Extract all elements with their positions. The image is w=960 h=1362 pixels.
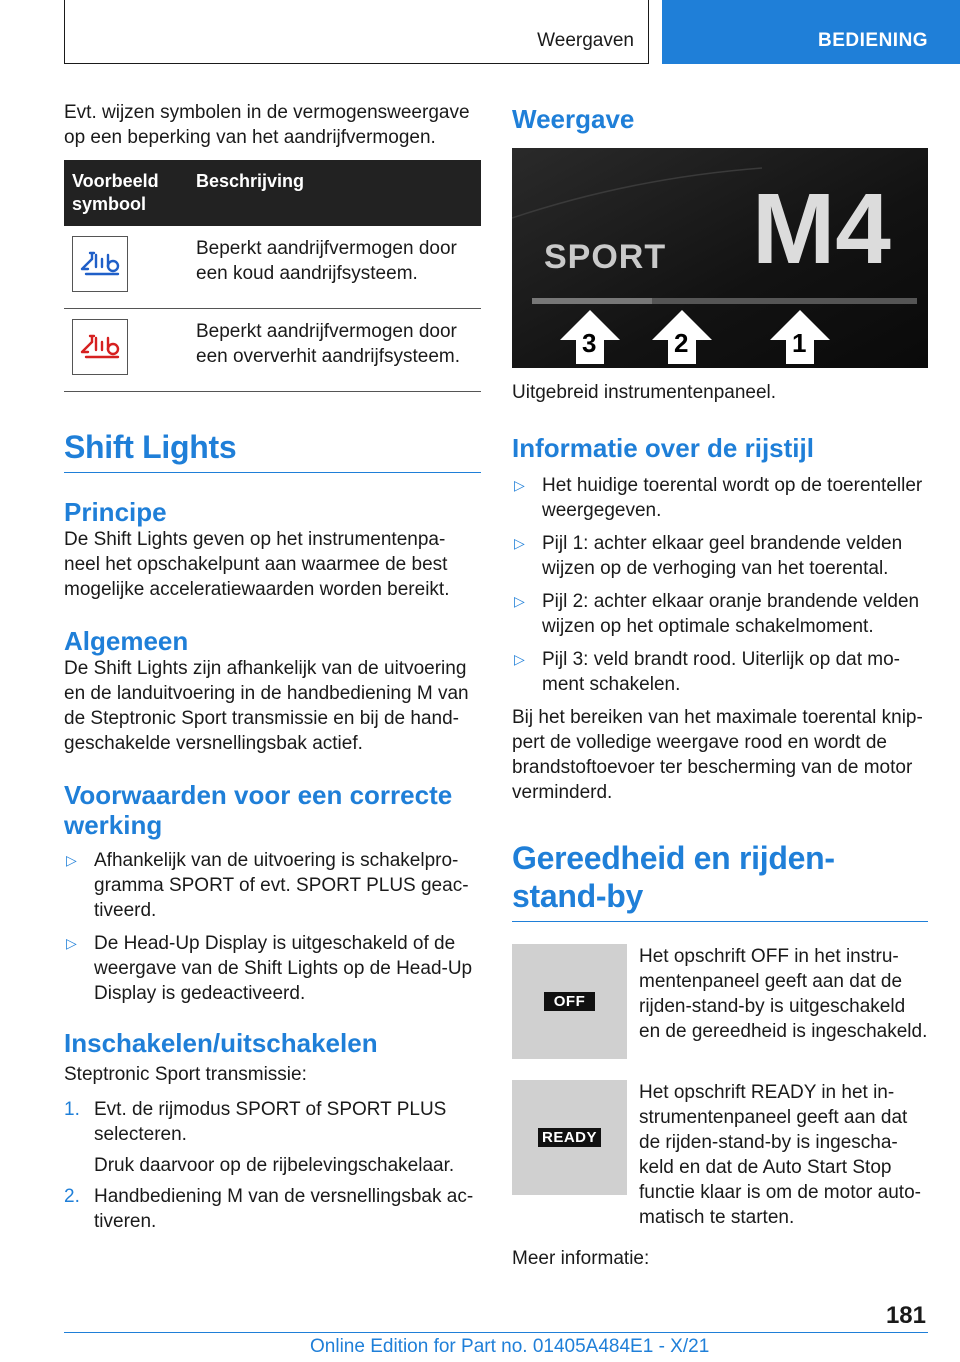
ready-indicator-image bbox=[512, 1080, 627, 1195]
table-row bbox=[64, 309, 481, 392]
triangle-bullet-icon: ▷ bbox=[514, 651, 525, 667]
list-item: ▷ De Head-Up Display is uitgeschakeld of de weergave van de Shift Lights op de Head-Up Display is gedeactiveerd. bbox=[66, 933, 473, 1004]
ready-label: READY bbox=[538, 1128, 601, 1147]
off-text: Het opschrift OFF in het instru-mentenpaneel geeft aan dat de rijden-stand-by is uitgeschakeld en de gereedheid is ingeschakeld. bbox=[639, 946, 928, 1042]
photo-caption: Uitgebreid instrumentenpaneel. bbox=[512, 382, 777, 403]
ready-status-block bbox=[512, 1080, 928, 1228]
arrow-2-icon: 2 bbox=[650, 308, 714, 366]
footer-divider bbox=[64, 1332, 928, 1333]
list-item: 1. Evt. de rijmodus SPORT of SPORT PLUS selecteren. Druk daarvoor op de rijbelevingschakelaar. bbox=[64, 1099, 455, 1176]
list-item: ▷ Het huidige toerental wordt op de toerenteller weergegeven. bbox=[514, 475, 923, 521]
triangle-bullet-icon: ▷ bbox=[514, 535, 525, 551]
list-item: ▷ Pijl 1: achter elkaar geel brandende velden wijzen op de verhoging van het toerental. bbox=[514, 533, 903, 579]
drivetrain-limit-blue-icon bbox=[72, 236, 128, 292]
info-list bbox=[512, 473, 928, 697]
header-chapter-tab[interactable]: BEDIENING bbox=[662, 0, 960, 64]
drivetrain-limit-red-icon bbox=[72, 319, 128, 375]
ready-text: Het opschrift READY in het in-strumentenpaneel geeft aan dat de rijden-stand-by is ingescha-keld en dat de Auto Start Stop functie klaar is om de motor auto-matisch te starten. bbox=[639, 1082, 921, 1228]
principe-text: De Shift Lights geven op het instrumentenpa-neel het opschakelpunt aan waarmee de best mogelijke acceleratiewaarden worden bereikt. bbox=[64, 529, 450, 600]
voorwaarden-title: Voorwaarden voor een correcte werking bbox=[64, 780, 453, 840]
principe-title: Principe bbox=[64, 497, 167, 527]
table-row bbox=[64, 226, 481, 309]
header-section-title: Weergaven bbox=[537, 30, 634, 51]
steps-list bbox=[64, 1097, 481, 1234]
triangle-bullet-icon: ▷ bbox=[66, 935, 77, 951]
info-title: Informatie over de rijstijl bbox=[512, 433, 814, 463]
table-header-description: Beschrijving bbox=[188, 160, 481, 226]
shift-lights-title: Shift Lights bbox=[64, 428, 481, 473]
more-info-text: Meer informatie: bbox=[512, 1248, 650, 1269]
list-item: 2. Handbediening M van de versnellingsbak ac-tiveren. bbox=[64, 1186, 474, 1232]
table-cell-description: Beperkt aandrijfvermogen door een koud aandrijfsysteem. bbox=[188, 226, 481, 309]
symbol-table bbox=[64, 160, 481, 392]
left-column bbox=[64, 100, 481, 1240]
page-number: 181 bbox=[885, 1302, 926, 1329]
algemeen-text: De Shift Lights zijn afhankelijk van de uitvoering en de landuitvoering in de handbediening M van de Steptronic Sport transmissie en bij de hand-geschakelde versnellingsbak actief. bbox=[64, 658, 469, 754]
arrow-1-icon: 1 bbox=[768, 308, 832, 366]
weergave-title: Weergave bbox=[512, 104, 635, 134]
gear-display: M4 bbox=[752, 173, 891, 285]
table-cell-description: Beperkt aandrijfvermogen door een oververhit aandrijfsysteem. bbox=[188, 309, 481, 392]
right-column bbox=[512, 100, 928, 1271]
arrow-3-icon: 3 bbox=[558, 308, 622, 366]
off-indicator-image bbox=[512, 944, 627, 1059]
list-item: ▷ Pijl 2: achter elkaar oranje brandende velden wijzen op het optimale schakelmoment. bbox=[514, 591, 920, 637]
list-item: ▷ Afhankelijk van de uitvoering is schakelpro-gramma SPORT of evt. SPORT PLUS geac-tiveerd. bbox=[66, 850, 469, 921]
table-header-row bbox=[64, 160, 481, 226]
inschakelen-title: Inschakelen/uitschakelen bbox=[64, 1028, 378, 1058]
table-header-symbol: Voorbeeld symbool bbox=[64, 160, 188, 226]
list-item: ▷ Pijl 3: veld brandt rood. Uiterlijk op dat mo-ment schakelen. bbox=[514, 649, 900, 695]
instrument-panel-photo bbox=[512, 148, 928, 368]
ready-title-line2: stand-by bbox=[512, 877, 928, 922]
off-label: OFF bbox=[544, 992, 596, 1011]
ready-title-line1: Gereedheid en rijden- bbox=[512, 840, 835, 876]
triangle-bullet-icon: ▷ bbox=[514, 477, 525, 493]
triangle-bullet-icon: ▷ bbox=[66, 852, 77, 868]
info-text: Bij het bereiken van het maximale toerental knip-pert de volledige weergave rood en wordt de brandstoftoevoer ter bescherming van de motor verminderd. bbox=[512, 707, 923, 803]
sport-mode-label: SPORT bbox=[544, 238, 667, 276]
algemeen-title: Algemeen bbox=[64, 626, 189, 656]
inschakelen-intro: Steptronic Sport transmissie: bbox=[64, 1064, 307, 1085]
off-status-block bbox=[512, 944, 928, 1064]
voorwaarden-list bbox=[64, 848, 481, 1006]
triangle-bullet-icon: ▷ bbox=[514, 593, 525, 609]
edition-text: Online Edition for Part no. 01405A484E1 - X/21 bbox=[310, 1336, 710, 1357]
intro-text: Evt. wijzen symbolen in de vermogensweergave op een beperking van het aandrijfvermogen. bbox=[64, 102, 470, 148]
